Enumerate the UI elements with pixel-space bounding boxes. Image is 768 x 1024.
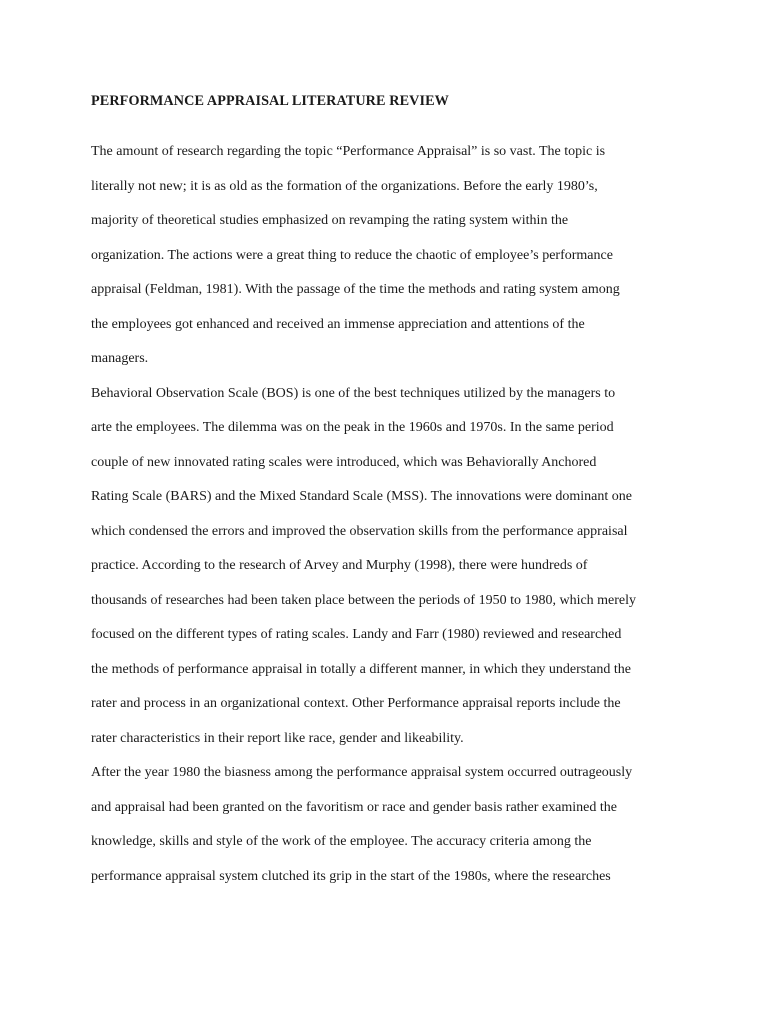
paragraph-line: organization. The actions were a great thing to reduce the chaotic of employee’s performance <box>91 247 613 263</box>
paragraph-line: Behavioral Observation Scale (BOS) is one of the best techniques utilized by the managers to <box>91 385 616 401</box>
paragraph-line: and appraisal had been granted on the favoritism or race and gender basis rather examined the <box>91 799 617 815</box>
paragraph-line: literally not new; it is as old as the formation of the organizations. Before the early 1980’s, <box>91 178 598 194</box>
paragraph-line: couple of new innovated rating scales were introduced, which was Behaviorally Anchored <box>91 454 597 470</box>
paragraph-line: managers. <box>91 351 149 366</box>
paragraph-line: appraisal (Feldman, 1981). With the passage of the time the methods and rating system among <box>91 282 620 297</box>
paragraph-line: Rating Scale (BARS) and the Mixed Standard Scale (MSS). The innovations were dominant one <box>91 489 632 504</box>
paragraph-line: thousands of researches had been taken place between the periods of 1950 to 1980, which merely <box>91 592 637 608</box>
paragraph-line: which condensed the errors and improved the observation skills from the performance appraisal <box>91 523 628 539</box>
paragraph-line: the methods of performance appraisal in totally a different manner, in which they understand the <box>91 661 631 677</box>
paragraph-line: rater and process in an organizational context. Other Performance appraisal reports include the <box>91 696 621 711</box>
document-body <box>91 91 671 894</box>
paragraph-line: practice. According to the research of Arvey and Murphy (1998), there were hundreds of <box>91 558 588 573</box>
paragraph-intro <box>91 135 671 377</box>
paragraph-line: the employees got enhanced and received an immense appreciation and attentions of the <box>91 316 585 332</box>
paragraph-bos <box>91 377 671 757</box>
paragraph-line: performance appraisal system clutched its grip in the start of the 1980s, where the researches <box>91 868 611 884</box>
paragraph-line: majority of theoretical studies emphasized on revamping the rating system within the <box>91 213 569 228</box>
paragraph-line: rater characteristics in their report like race, gender and likeability. <box>91 730 464 746</box>
paragraph-line: The amount of research regarding the topic “Performance Appraisal” is so vast. The topic is <box>91 144 606 159</box>
paragraph-line: arte the employees. The dilemma was on the peak in the 1960s and 1970s. In the same period <box>91 420 614 435</box>
document-title: PERFORMANCE APPRAISAL LITERATURE REVIEW <box>91 93 449 109</box>
paragraph-line: After the year 1980 the biasness among the performance appraisal system occurred outrageously <box>91 765 633 780</box>
paragraph-after-1980 <box>91 756 671 894</box>
paragraph-line: focused on the different types of rating scales. Landy and Farr (1980) reviewed and researched <box>91 627 622 642</box>
paragraph-line: knowledge, skills and style of the work of the employee. The accuracy criteria among the <box>91 834 592 849</box>
